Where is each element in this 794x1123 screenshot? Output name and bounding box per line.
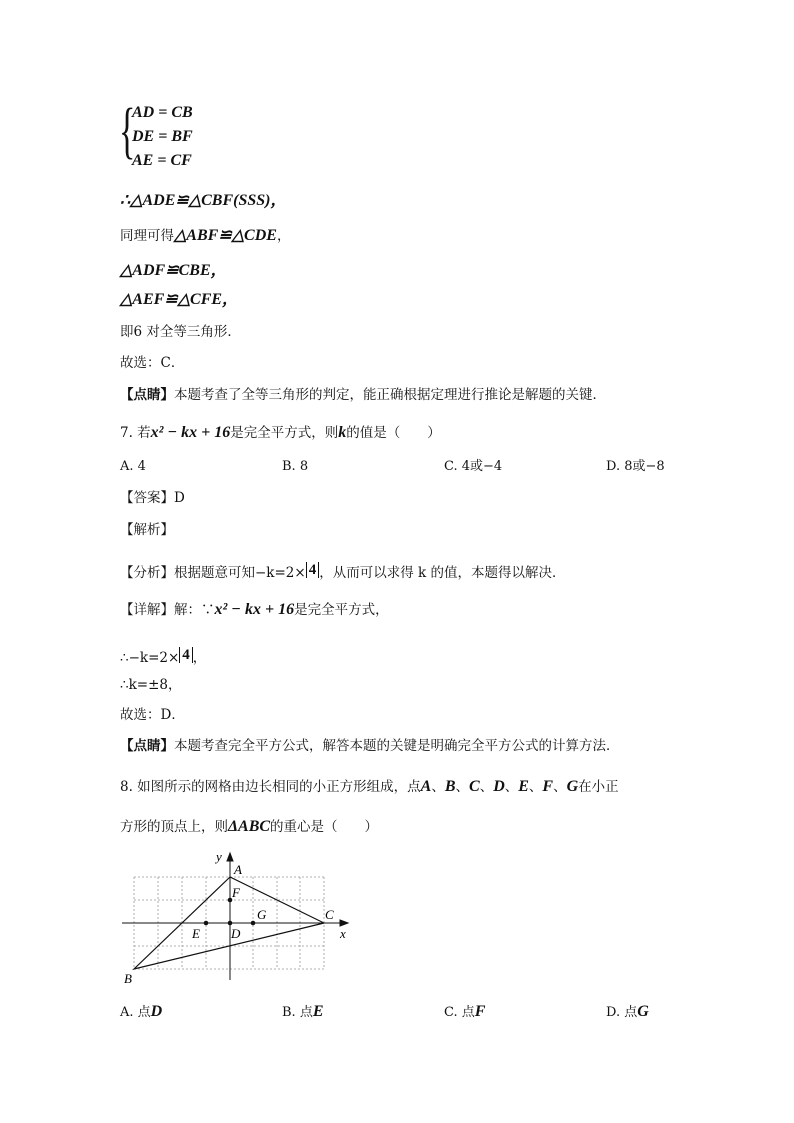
label-g: G bbox=[257, 907, 267, 922]
y-axis-label: y bbox=[216, 849, 222, 864]
choose-line-6: 故选：C． bbox=[120, 355, 185, 371]
q7-dianjing: 【点睛】本题考查完全平方公式，解答本题的关键是明确完全平方公式的计算方法． bbox=[120, 738, 620, 754]
label-a: A bbox=[234, 862, 242, 877]
label-b: B bbox=[124, 971, 132, 986]
point-d-dot bbox=[228, 921, 233, 926]
equation-row-2: DE = BF bbox=[132, 128, 193, 145]
grid-triangle-figure bbox=[118, 845, 358, 990]
question-8-stem-line-2: 方形的顶点上，则ΔABC的重心是（ ） bbox=[120, 818, 379, 835]
point-e-dot bbox=[204, 921, 209, 926]
q8-option-b: B. 点E bbox=[282, 1003, 324, 1020]
q7-option-a: A. 4 bbox=[120, 459, 146, 474]
label-f: F bbox=[232, 885, 240, 900]
label-c: C bbox=[325, 907, 334, 922]
q7-fenxi: 【分析】根据题意可知−k=2× 4 ，从而可以求得 k 的值，本题得以解决． bbox=[120, 562, 566, 581]
count-line: 即6 对全等三角形． bbox=[120, 324, 241, 340]
q8-option-c: C. 点F bbox=[444, 1003, 486, 1020]
q7-option-b: B. 8 bbox=[282, 459, 309, 474]
q7-step-1: ∴−k=2× 4 ， bbox=[120, 647, 207, 666]
q7-step-2: ∴k=±8， bbox=[120, 677, 182, 693]
congruence-conclusion: ∴△ADE≌△CBF(SSS)， bbox=[120, 192, 287, 209]
dianjing-line-6: 【点睛】本题考查了全等三角形的判定，能正确根据定理进行推论是解题的关键． bbox=[120, 387, 606, 403]
system-brace: { bbox=[119, 97, 136, 165]
equation-row-1: AD = CB bbox=[132, 104, 193, 121]
q8-option-a: A. 点D bbox=[120, 1003, 163, 1020]
equation-row-3: AE = CF bbox=[132, 152, 192, 169]
q7-answer: 【答案】D bbox=[120, 490, 185, 506]
q7-choose: 故选：D． bbox=[120, 707, 185, 723]
similarly-line: 同理可得△ABF≌△CDE， bbox=[120, 227, 291, 244]
question-8-stem-line-1: 8. 如图所示的网格由边长相同的小正方形组成，点A、B、C、D、E、F、G在小正 bbox=[120, 778, 619, 795]
q7-analysis-heading: 【解析】 bbox=[120, 522, 174, 538]
x-axis-label: x bbox=[340, 926, 346, 941]
label-e: E bbox=[192, 926, 200, 941]
q7-option-d: D. 8或−8 bbox=[606, 459, 665, 474]
congruence-line-3: △ADF≌CBE， bbox=[120, 262, 227, 279]
q7-option-c: C. 4或−4 bbox=[444, 459, 503, 474]
q7-xiangjie: 【详解】解：∵x² − kx + 16是完全平方式， bbox=[120, 601, 389, 618]
point-g-dot bbox=[251, 921, 256, 926]
congruence-line-4: △AEF≌△CFE， bbox=[120, 291, 239, 308]
label-d: D bbox=[231, 926, 241, 941]
question-7-stem: 7. 若x² − kx + 16是完全平方式，则k的值是（ ） bbox=[120, 424, 441, 441]
q8-option-d: D. 点G bbox=[606, 1003, 649, 1020]
